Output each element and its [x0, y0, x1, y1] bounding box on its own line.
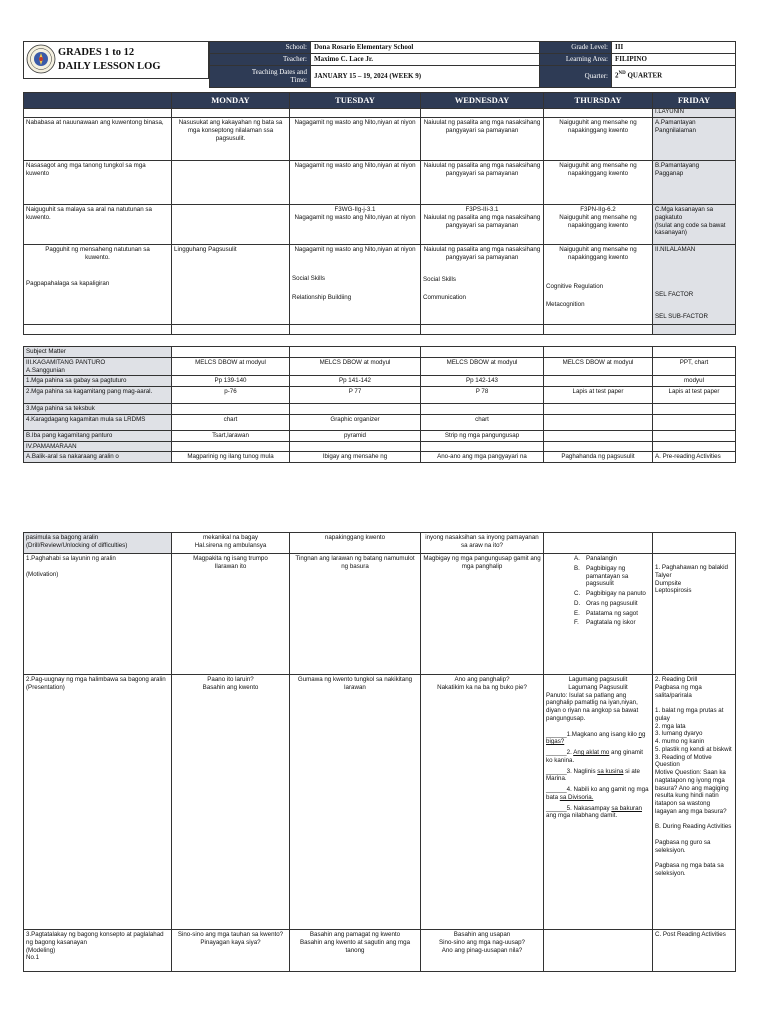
test-question: [546, 768, 650, 784]
objective-cell: Naiguguhit ang mensahe ng napakinggang kwento: [544, 118, 653, 161]
objective-cell: Nasasagot ang mga tanong tungkol sa mga kuwento: [24, 161, 172, 205]
objective-cell: [24, 245, 172, 325]
resource-cell: [172, 441, 290, 452]
test-title: Lagumang Pagsusulit: [568, 683, 628, 691]
summative-test-cell: [544, 675, 653, 930]
spacer-cell: [544, 108, 653, 118]
row-label: IV.PAMAMARAAN: [24, 441, 172, 452]
resource-cell: [653, 347, 736, 358]
procedure-cell: [544, 930, 653, 972]
row-label: III.KAGAMITANG PANTURO A.Sanggunian: [24, 357, 172, 376]
procedure-label: 1.Paghahabi sa layunin ng aralin (Motivation): [24, 554, 172, 675]
objective-text: Pagguhit ng mensaheng natutunan sa kuwento.: [45, 246, 150, 261]
row-label: A.Balik-aral sa nakaraang aralin o: [24, 452, 172, 463]
resource-cell: [544, 347, 653, 358]
resource-cell: [544, 404, 653, 415]
resource-cell: A. Pre-reading Activities: [653, 452, 736, 463]
objective-cell: [421, 245, 544, 325]
resource-cell: Graphic organizer: [290, 414, 421, 430]
procedure-label: 2.Pag-uugnay ng mga halimbawa sa bagong aralin (Presentation): [24, 675, 172, 930]
spacer-cell: [290, 108, 421, 118]
objective-cell: [172, 205, 290, 245]
resource-cell: [172, 404, 290, 415]
resource-cell: Lapis at test paper: [653, 387, 736, 404]
spacer-cell: [421, 325, 544, 335]
procedure-cell: mekanikal na bagay Hal.sirena ng ambulansya: [172, 533, 290, 554]
spacer-cell: [24, 325, 172, 335]
objective-cell: [544, 245, 653, 325]
resource-cell: [544, 430, 653, 441]
objective-cell: Nagagamit ng wasto ang Nito,niyan at niyon: [290, 118, 421, 161]
procedure-cell: Basahin ang usapan Sino-sino ang mga nag-uusap? Ano ang pinag-uusapan nila?: [421, 930, 544, 972]
resource-cell: [421, 404, 544, 415]
procedure-label: pasimula sa bagong aralin (Drill/Review/Unlocking of difficulties): [24, 533, 172, 554]
test-title: Lagumang pagsusulit: [568, 676, 628, 683]
resource-cell: PPT, chart: [653, 357, 736, 376]
row-label: 2.Mga pahina sa kagamitang pang mag-aaral.: [24, 387, 172, 404]
procedure-cell: inyong nasaksihan sa inyong pamayanan sa araw na ito?: [421, 533, 544, 554]
grade-value: III: [612, 42, 736, 54]
resource-cell: Magparinig ng ilang tunog mula: [172, 452, 290, 463]
objective-text: Naiguguhit ang mensahe ng napakinggang kwento: [559, 246, 637, 261]
day-header-friday: FRIDAY: [653, 93, 736, 109]
test-question: [546, 786, 650, 802]
resource-cell: P 78: [421, 387, 544, 404]
objective-cell: Nababasa at nauunawaan ang kuwentong binasa,: [24, 118, 172, 161]
list-item-text: Pagbibigay na panuto: [586, 590, 646, 597]
teacher-value: Maximo C. Lace Jr.: [311, 53, 540, 65]
resource-cell: [290, 441, 421, 452]
resource-cell: Pp 142-143: [421, 376, 544, 387]
dates-label: [210, 65, 311, 87]
pamantayang-pagganap: B.Pamantayang Pagganap: [653, 161, 736, 205]
resource-cell: Strip ng mga pangungusap: [421, 430, 544, 441]
list-item: [574, 590, 650, 598]
resource-cell: Ibigay ang mensahe ng: [290, 452, 421, 463]
title-line-2: DAILY LESSON LOG: [58, 61, 161, 72]
objective-cell: Naiguguhit ang mensahe ng napakinggang kwento: [544, 161, 653, 205]
resource-cell: Paghahanda ng pagsusulit: [544, 452, 653, 463]
resource-cell: [653, 430, 736, 441]
dates-label-line-2: Time:: [290, 76, 307, 84]
resource-cell: [544, 376, 653, 387]
procedure-cell: C. Post Reading Activities: [653, 930, 736, 972]
objective-cell: Naiguguhit sa malaya sa aral na natutunan sa kuwento.: [24, 205, 172, 245]
teacher-label: Teacher:: [210, 53, 311, 65]
dates-value: JANUARY 15 – 19, 2024 (WEEK 9): [311, 65, 540, 87]
list-item: [574, 619, 650, 627]
objective-cell: [172, 161, 290, 205]
procedure-cell: Basahin ang pamagat ng kwento Basahin ang kwento at sagutin ang mga tanong: [290, 930, 421, 972]
objective-cell: F3WG-IIg-j-3.1 Nagagamit ng wasto ang Nito,niyan at niyon: [290, 205, 421, 245]
objective-text: Naiuulat ng pasalita ang mga nasaksihang pangyayari sa pamayanan: [423, 246, 541, 261]
list-marker: C.: [574, 590, 581, 597]
resource-cell: P 77: [290, 387, 421, 404]
resource-cell: modyul: [653, 376, 736, 387]
procedure-cell: [544, 554, 653, 675]
procedure-table: [23, 532, 736, 972]
spacer-cell: [24, 108, 172, 118]
objective-text: Nagagamit ng wasto ang Nito,niyan at niyon: [294, 246, 416, 254]
area-label: Learning Area:: [540, 53, 612, 65]
test-question: [546, 749, 650, 765]
procedure-cell: 1. Paghahawan ng balakid Talyer Dumpsite Leptospirosis: [653, 554, 736, 675]
question-underlined: ng bigas?: [546, 730, 646, 746]
sel-factor-text: Social Skills: [292, 274, 326, 282]
test-instructions: Panuto: Isulat sa patlang ang panghalip pamatlig na iyan,niyan, diyan o riyan na angkop sa bawat pangungusap.: [546, 691, 639, 722]
resource-cell: [290, 404, 421, 415]
question-underlined: sa Divisoria.: [559, 793, 594, 801]
procedure-cell: [544, 533, 653, 554]
spacer-cell: [653, 325, 736, 335]
nilalaman-cell: [653, 245, 736, 325]
procedure-cell: Paano ito laruin? Basahin ang kwento: [172, 675, 290, 930]
resource-cell: chart: [421, 414, 544, 430]
procedure-cell: Magbigay ng mga pangungusap gamit ang mga panghalip: [421, 554, 544, 675]
dates-label-line-1: Teaching Dates and: [251, 67, 307, 76]
resource-cell: MELCS DBOW at modyul: [172, 357, 290, 376]
objective-value-text: Pagpapahalaga sa kapaligiran: [26, 279, 110, 287]
spacer-cell: [421, 108, 544, 118]
quarter-number: 2: [615, 71, 619, 80]
procedure-cell: 2. Reading Drill Pagbasa ng mga salita/parirala 1. balat ng mga prutas at gulay 2. mga lata 3. lumang dyaryo 4. mumo ng kanin 5. plastik ng kendi at biskwit 3. Reading of Motive Question Motive Question: Saan ka nagtatapon ng iyong mga basura? Ano ang magiging resulta kung hindi natin itatapon sa wastong lagayan ang mga basura? B. During Reading Activities Pagbasa ng guro sa seleksiyon. Pagbasa ng mga bata sa seleksiyon.: [653, 675, 736, 930]
day-header-thursday: THURSDAY: [544, 93, 653, 109]
pamantayan-pangnilalaman: A.Pamantayan Pangnilalaman: [653, 118, 736, 161]
list-item: [574, 564, 650, 588]
list-item-text: Patatama ng sagot: [586, 609, 638, 617]
resource-cell: [421, 347, 544, 358]
grade-label: Grade Level:: [540, 42, 612, 54]
objective-cell: F3PS-IIi-3.1 Naiuulat ng pasalita ang mga nasaksihang pangyayari sa pamayanan: [421, 205, 544, 245]
quarter-label: Quarter:: [540, 65, 612, 87]
list-item: [574, 599, 650, 608]
row-label: 3.Mga pahina sa teksbuk: [24, 404, 172, 415]
resource-cell: Pp 141-142: [290, 376, 421, 387]
nilalaman-label: II.NILALAMAN: [655, 246, 696, 254]
procedure-cell: napakinggang kwento: [290, 533, 421, 554]
question-text: ______5. Nakasampay: [546, 804, 612, 812]
row-label: 1.Mga pahina sa gabay sa pagtuturo: [24, 376, 172, 387]
row-label: 4.Karagdagang kagamitan mula sa LRDMS: [24, 414, 172, 430]
spacer-cell: [172, 325, 290, 335]
list-marker: A.: [574, 555, 580, 562]
objective-cell: Naiuulat ng pasalita ang mga nasaksihang pangyayari sa pamayanan: [421, 118, 544, 161]
test-steps-list: [574, 555, 650, 627]
objective-cell: Naiuulat ng pasalita ang mga nasaksihang pangyayari sa pamayanan: [421, 161, 544, 205]
resource-cell: MELCS DBOW at modyul: [544, 357, 653, 376]
question-text: si ate Marina.: [546, 767, 640, 783]
resource-cell: [290, 347, 421, 358]
sel-subfactor-text: Communication: [423, 294, 466, 302]
question-text: ______3. Naglinis: [546, 767, 598, 775]
resource-cell: MELCS DBOW at modyul: [290, 357, 421, 376]
question-text: ang ginamit ko kanina.: [546, 749, 644, 764]
corner-header: [24, 93, 172, 109]
objective-cell: Lingguhang Pagsusulit: [172, 245, 290, 325]
question-underlined: sa bakuran: [611, 804, 642, 812]
row-label: B.Iba pang kagamitang panturo: [24, 430, 172, 441]
list-marker: F.: [574, 619, 579, 627]
question-underlined: sa kusina: [597, 767, 624, 775]
objective-cell: Nasusukat ang kakayahan ng bata sa mga konseptong nilalaman ssa pagsusulit.: [172, 118, 290, 161]
sel-subfactor-label: SEL SUB-FACTOR: [655, 312, 708, 320]
list-item-text: Pagbibigay ng pamantayan sa pagsusulit: [586, 564, 629, 588]
list-item: [574, 555, 650, 563]
question-text: ______1.Magkano ang isang kilo: [546, 730, 639, 738]
day-header-wednesday: WEDNESDAY: [421, 93, 544, 109]
procedure-label: 3.Pagtatalakay ng bagong konsepto at paglalahad ng bagong kasanayan (Modeling) No.1: [24, 930, 172, 972]
sel-subfactor-text: Relationship Buildiing: [292, 293, 352, 301]
quarter-word: QUARTER: [625, 71, 663, 80]
objective-cell: F3PN-IIg-6.2 Naiguguhit ang mensahe ng napakinggang kwento: [544, 205, 653, 245]
procedure-cell: Ano ang panghalip? Nakatikim ka na ba ng buko pie?: [421, 675, 544, 930]
school-label: School:: [210, 42, 311, 54]
resource-cell: chart: [172, 414, 290, 430]
resource-cell: [172, 347, 290, 358]
objectives-table: [23, 92, 736, 335]
procedure-cell: Magpakita ng isang trumpo Ilarawan ito: [172, 554, 290, 675]
resource-cell: [653, 441, 736, 452]
header-info-table: [209, 41, 736, 88]
area-value: FILIPINO: [612, 53, 736, 65]
resource-cell: [544, 441, 653, 452]
resources-table: [23, 346, 736, 463]
question-underlined: Ang aklat mo: [573, 749, 610, 756]
resource-cell: Pp 139-140: [172, 376, 290, 387]
resource-cell: [544, 414, 653, 430]
procedure-cell: Sino-sino ang mga tauhan sa kwento? Pinayagan kaya siya?: [172, 930, 290, 972]
title-block: [23, 41, 209, 79]
objective-cell: Nagagamit ng wasto ang Nito,niyan at niyon: [290, 161, 421, 205]
list-item-text: Oras ng pagsusulit: [586, 599, 638, 607]
resource-cell: MELCS DBOW at modyul: [421, 357, 544, 376]
question-text: ang mga nilabhang damit.: [546, 812, 618, 820]
list-item-text: Pagtatala ng iskor: [586, 619, 636, 627]
school-value: Dona Rosario Elementary School: [311, 42, 540, 54]
objective-cell: [290, 245, 421, 325]
quarter-value: [612, 65, 736, 87]
test-question: [546, 805, 650, 821]
title-line-1: GRADES 1 to 12: [58, 47, 135, 59]
procedure-cell: Gumawa ng kwento tungkol sa nakikitang larawan: [290, 675, 421, 930]
procedure-cell: Tingnan ang larawan ng batang namumulot ng basura: [290, 554, 421, 675]
resource-cell: [653, 404, 736, 415]
procedure-cell: [653, 533, 736, 554]
question-text: ______2.: [546, 749, 574, 756]
list-marker: E.: [574, 609, 580, 617]
list-item: [574, 609, 650, 618]
resource-cell: Ano-ano ang mga pangyayari na: [421, 452, 544, 463]
day-header-tuesday: TUESDAY: [290, 93, 421, 109]
resource-cell: Tsart,larawan: [172, 430, 290, 441]
test-question: [546, 731, 650, 747]
resource-cell: Lapis at test paper: [544, 387, 653, 404]
spacer-cell: [544, 325, 653, 335]
layunin-label: I.LAYUNIN: [653, 108, 736, 118]
sel-factor-text: Social Skills: [423, 275, 457, 283]
resource-cell: pyramid: [290, 430, 421, 441]
row-label: Subject Matter: [24, 347, 172, 358]
resource-cell: [421, 441, 544, 452]
quarter-suffix: ND: [618, 71, 626, 77]
list-marker: B.: [574, 564, 580, 572]
mga-kasanayan-sa-pagkatuto: C.Mga kasanayan sa pagkatuto (Isulat ang code sa bawat kasanayan): [653, 205, 736, 245]
spacer-cell: [172, 108, 290, 118]
resource-cell: p-76: [172, 387, 290, 404]
question-text: ______4. Nabili ko ang gamit ng mga bata: [546, 786, 649, 801]
sel-subfactor-text: Metacognition: [546, 301, 585, 309]
list-marker: D.: [574, 599, 581, 607]
sel-factor-label: SEL FACTOR: [655, 290, 694, 298]
day-header-monday: MONDAY: [172, 93, 290, 109]
list-item-text: Panalangin: [586, 555, 617, 562]
sel-factor-text: Cognitive Regulation: [546, 282, 604, 290]
spacer-cell: [290, 325, 421, 335]
resource-cell: [653, 414, 736, 430]
